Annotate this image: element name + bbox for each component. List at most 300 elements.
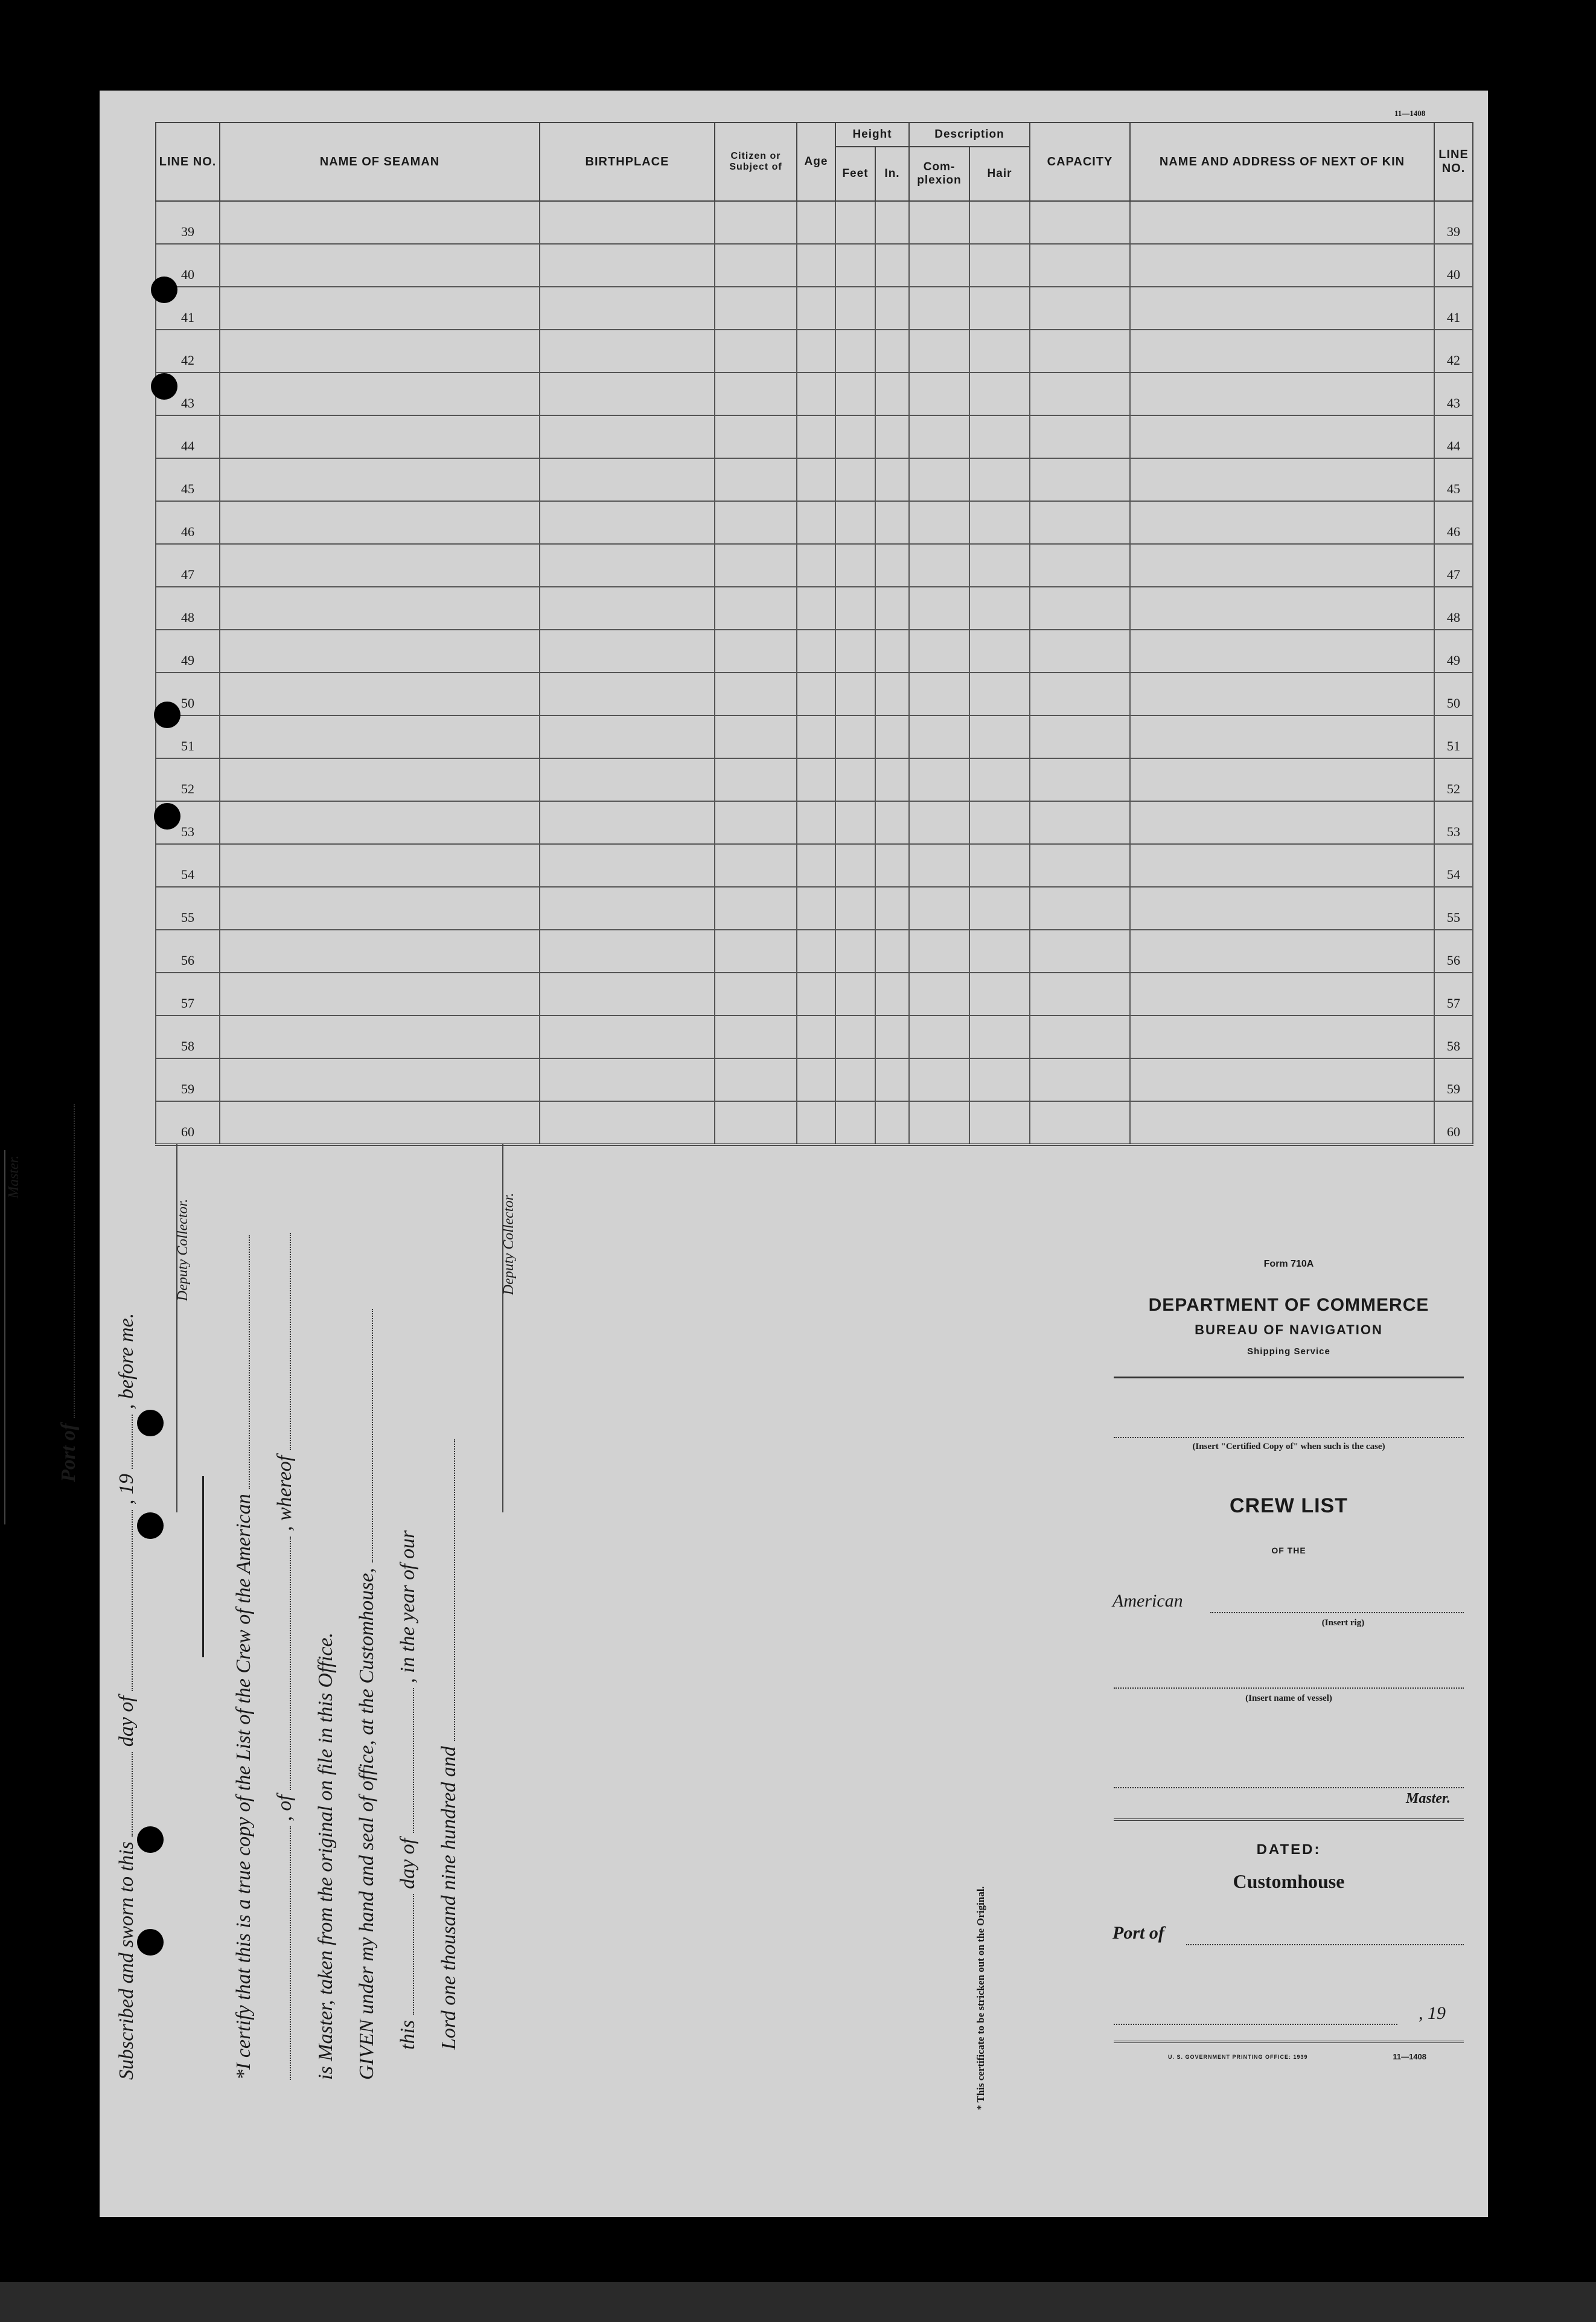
table-cell[interactable] [1130,244,1434,287]
table-cell[interactable] [969,415,1030,458]
table-cell[interactable] [835,673,875,715]
table-cell[interactable] [1130,330,1434,373]
subscribed-c: , 19 [115,1474,138,1505]
punch-hole [151,277,177,303]
cert-month-blank[interactable] [413,1688,414,1833]
punch-hole [151,373,177,400]
table-cell[interactable] [715,373,797,415]
subscribed-month-blank[interactable] [132,1510,133,1691]
cert-customhouse-blank[interactable] [372,1309,373,1562]
cert-name-blank[interactable] [290,1826,291,2080]
cert-year-blank[interactable] [454,1439,455,1741]
table-cell[interactable] [875,630,909,673]
table-cell[interactable] [835,201,875,244]
table-cell[interactable] [875,287,909,330]
table-cell[interactable] [220,844,540,887]
table-row [156,244,1473,287]
table-cell[interactable] [969,287,1030,330]
table-cell[interactable] [540,244,715,287]
table-row [156,673,1473,715]
table-cell[interactable] [835,458,875,501]
table-cell[interactable] [875,330,909,373]
table-cell[interactable] [1130,1101,1434,1145]
cert-vessel-blank[interactable] [249,1235,250,1489]
table-cell[interactable] [540,673,715,715]
table-row [156,801,1473,844]
line-number-right: 40 [1434,244,1473,287]
table-cell[interactable] [1130,715,1434,758]
table-cell[interactable] [797,458,835,501]
table-cell[interactable] [835,801,875,844]
table-cell[interactable] [797,1058,835,1101]
table-cell[interactable] [1130,887,1434,930]
table-cell[interactable] [1030,973,1130,1015]
table-cell[interactable] [220,544,540,587]
table-cell[interactable] [875,801,909,844]
table-cell[interactable] [797,801,835,844]
master-blank-cover[interactable] [1114,1787,1464,1788]
table-cell[interactable] [540,415,715,458]
table-cell[interactable] [220,973,540,1015]
table-cell[interactable] [835,930,875,973]
table-cell[interactable] [1130,630,1434,673]
table-cell[interactable] [909,630,969,673]
table-row [156,330,1473,373]
crew-table [155,122,1473,1146]
table-cell[interactable] [1030,587,1130,630]
cert-line3: is Master, taken from the original on file in this Office. [314,1632,337,2080]
table-cell[interactable] [969,201,1030,244]
table-row [156,887,1473,930]
table-cell[interactable] [835,844,875,887]
table-cell[interactable] [797,930,835,973]
table-cell[interactable] [715,973,797,1015]
table-cell[interactable] [835,287,875,330]
table-cell[interactable] [909,1058,969,1101]
table-cell[interactable] [1030,715,1130,758]
cover-rule [1114,1818,1464,1821]
table-cell[interactable] [715,330,797,373]
table-cell[interactable] [797,501,835,544]
table-cell[interactable] [969,330,1030,373]
table-cell[interactable] [875,373,909,415]
table-cell[interactable] [875,544,909,587]
table-cell[interactable] [715,1015,797,1058]
table-cell[interactable] [835,587,875,630]
table-cell[interactable] [1130,673,1434,715]
table-cell[interactable] [715,501,797,544]
table-cell[interactable] [220,887,540,930]
line-number: 58 [156,1015,220,1058]
table-cell[interactable] [220,415,540,458]
table-cell[interactable] [797,715,835,758]
section-divider [202,1476,204,1657]
table-row [156,844,1473,887]
line-number: 60 [156,1101,220,1145]
table-cell[interactable] [715,758,797,801]
line-number-right: 45 [1434,458,1473,501]
cert-line5-c: , in the year of our [397,1530,419,1683]
table-cell[interactable] [797,887,835,930]
table-cell[interactable] [540,544,715,587]
table-cell[interactable] [715,201,797,244]
table-cell[interactable] [220,673,540,715]
table-cell[interactable] [220,801,540,844]
table-cell[interactable] [875,930,909,973]
table-cell[interactable] [797,630,835,673]
table-cell[interactable] [1030,415,1130,458]
cert-day-blank[interactable] [413,1894,414,2015]
table-cell[interactable] [540,201,715,244]
table-cell[interactable] [835,244,875,287]
table-cell[interactable] [1030,287,1130,330]
table-cell[interactable] [969,1058,1030,1101]
table-cell[interactable] [715,1101,797,1145]
table-cell[interactable] [969,758,1030,801]
col-citizen: Citizen or Subject of [715,123,797,201]
line-number-right: 55 [1434,887,1473,930]
table-cell[interactable] [1030,1058,1130,1101]
customhouse-label: Customhouse [1233,1870,1345,1892]
cert-line6: Lord one thousand nine hundred and [438,1746,460,2050]
line-number-right: 44 [1434,415,1473,458]
table-cell[interactable] [1130,844,1434,887]
cover-form-number-bottom: 11—1408 [1393,2052,1426,2061]
table-cell[interactable] [797,287,835,330]
table-cell[interactable] [875,501,909,544]
table-cell[interactable] [1130,501,1434,544]
table-cell[interactable] [1030,673,1130,715]
table-cell[interactable] [875,244,909,287]
table-cell[interactable] [875,715,909,758]
table-cell[interactable] [1030,501,1130,544]
table-cell[interactable] [835,1015,875,1058]
table-cell[interactable] [909,544,969,587]
certificate-footnote: * This certificate to be stricken out on the Original. [975,1886,986,2110]
table-cell[interactable] [835,973,875,1015]
table-cell[interactable] [1030,1101,1130,1145]
table-cell[interactable] [969,673,1030,715]
master-signature-line[interactable] [4,1150,5,1524]
table-cell[interactable] [220,758,540,801]
cert-port-blank[interactable] [290,1537,291,1790]
table-cell[interactable] [909,758,969,801]
table-cell[interactable] [969,801,1030,844]
table-cell[interactable] [797,244,835,287]
table-cell[interactable] [540,844,715,887]
table-cell[interactable] [909,930,969,973]
table-cell[interactable] [797,758,835,801]
table-cell[interactable] [1030,630,1130,673]
subscribed-day-blank[interactable] [132,1752,133,1837]
nineteen-label: , 19 [1419,2003,1446,2023]
deputy-collector-caption-2: Deputy Collector. [501,1192,517,1295]
rig-blank[interactable] [1210,1612,1464,1613]
table-cell[interactable] [875,887,909,930]
table-cell[interactable] [1030,758,1130,801]
line-number: 54 [156,844,220,887]
table-cell[interactable] [220,458,540,501]
table-cell[interactable] [220,373,540,415]
table-cell[interactable] [715,673,797,715]
table-cell[interactable] [875,458,909,501]
cover-panel [1108,1256,1470,2061]
table-cell[interactable] [909,415,969,458]
table-cell[interactable] [797,201,835,244]
table-cell[interactable] [220,201,540,244]
table-cell[interactable] [1130,1015,1434,1058]
table-cell[interactable] [909,1101,969,1145]
table-cell[interactable] [909,887,969,930]
table-cell[interactable] [715,415,797,458]
table-cell[interactable] [909,973,969,1015]
table-cell[interactable] [715,458,797,501]
col-complexion: Com-plexion [909,147,969,201]
table-cell[interactable] [540,801,715,844]
table-cell[interactable] [540,458,715,501]
table-cell[interactable] [1030,201,1130,244]
table-row [156,201,1473,244]
subscribed-year-blank[interactable] [132,1415,133,1469]
cover-rule [1114,1377,1464,1378]
punch-hole [154,702,180,728]
table-cell[interactable] [715,544,797,587]
table-cell[interactable] [715,1058,797,1101]
table-cell[interactable] [909,673,969,715]
table-cell[interactable] [835,1101,875,1145]
table-cell[interactable] [909,501,969,544]
crew-list-title: CREW LIST [1230,1494,1348,1517]
table-cell[interactable] [220,630,540,673]
table-cell[interactable] [797,330,835,373]
table-cell[interactable] [1030,458,1130,501]
table-cell[interactable] [540,758,715,801]
table-cell[interactable] [220,501,540,544]
table-cell[interactable] [797,544,835,587]
gpo-imprint: U. S. GOVERNMENT PRINTING OFFICE: 1939 [1168,2054,1308,2060]
col-line-no-right: LINE NO. [1434,123,1473,201]
table-cell[interactable] [540,587,715,630]
table-cell[interactable] [835,415,875,458]
line-number-right: 56 [1434,930,1473,973]
table-cell[interactable] [875,1058,909,1101]
table-cell[interactable] [875,1015,909,1058]
table-cell[interactable] [969,544,1030,587]
table-cell[interactable] [1130,587,1434,630]
table-cell[interactable] [220,244,540,287]
table-cell[interactable] [715,930,797,973]
table-cell[interactable] [220,715,540,758]
insert-rig-caption: (Insert rig) [1321,1618,1365,1628]
table-cell[interactable] [1130,287,1434,330]
table-cell[interactable] [875,415,909,458]
line-number-right: 42 [1434,330,1473,373]
table-cell[interactable] [909,1015,969,1058]
table-cell[interactable] [875,758,909,801]
table-cell[interactable] [540,715,715,758]
line-number-right: 43 [1434,373,1473,415]
table-cell[interactable] [715,715,797,758]
table-row [156,758,1473,801]
cert-master-blank[interactable] [290,1233,291,1450]
table-cell[interactable] [1130,973,1434,1015]
dated-label: DATED: [1256,1841,1321,1858]
table-cell[interactable] [835,758,875,801]
table-cell[interactable] [1030,330,1130,373]
table-cell[interactable] [969,973,1030,1015]
table-cell[interactable] [540,501,715,544]
table-cell[interactable] [969,501,1030,544]
table-cell[interactable] [797,373,835,415]
line-number: 41 [156,287,220,330]
line-number-right: 46 [1434,501,1473,544]
table-cell[interactable] [909,287,969,330]
table-cell[interactable] [835,501,875,544]
line-number-right: 50 [1434,673,1473,715]
col-feet: Feet [835,147,875,201]
table-cell[interactable] [835,330,875,373]
table-cell[interactable] [875,201,909,244]
table-cell[interactable] [969,244,1030,287]
certified-copy-blank[interactable] [1114,1437,1464,1438]
table-cell[interactable] [875,844,909,887]
table-cell[interactable] [220,930,540,973]
table-cell[interactable] [835,544,875,587]
col-capacity: CAPACITY [1030,123,1130,201]
table-cell[interactable] [1130,458,1434,501]
bureau-title: BUREAU OF NAVIGATION [1195,1322,1383,1337]
table-cell[interactable] [969,1101,1030,1145]
service-title: Shipping Service [1247,1346,1330,1357]
table-cell[interactable] [1130,373,1434,415]
table-cell[interactable] [909,201,969,244]
table-cell[interactable] [909,587,969,630]
line-number: 55 [156,887,220,930]
table-cell[interactable] [715,587,797,630]
table-cell[interactable] [1130,930,1434,973]
table-cell[interactable] [969,715,1030,758]
table-cell[interactable] [875,1101,909,1145]
table-cell[interactable] [969,844,1030,887]
table-cell[interactable] [715,244,797,287]
table-cell[interactable] [1030,244,1130,287]
line-number: 44 [156,415,220,458]
col-age: Age [797,123,835,201]
table-cell[interactable] [1130,544,1434,587]
table-cell[interactable] [540,630,715,673]
line-number-right: 58 [1434,1015,1473,1058]
table-cell[interactable] [835,715,875,758]
table-cell[interactable] [909,801,969,844]
table-cell[interactable] [715,844,797,887]
table-cell[interactable] [220,587,540,630]
line-number-right: 53 [1434,801,1473,844]
table-cell[interactable] [1030,1015,1130,1058]
table-cell[interactable] [835,373,875,415]
port-blank[interactable] [74,1104,75,1418]
table-cell[interactable] [1130,201,1434,244]
table-cell[interactable] [969,930,1030,973]
table-cell[interactable] [1130,801,1434,844]
table-cell[interactable] [969,630,1030,673]
table-cell[interactable] [797,973,835,1015]
table-cell[interactable] [909,373,969,415]
table-cell[interactable] [969,887,1030,930]
line-number: 53 [156,801,220,844]
table-cell[interactable] [797,844,835,887]
table-cell[interactable] [969,458,1030,501]
table-cell[interactable] [1030,844,1130,887]
table-cell[interactable] [797,673,835,715]
line-number-right: 59 [1434,1058,1473,1101]
table-cell[interactable] [540,930,715,973]
table-row [156,630,1473,673]
table-cell[interactable] [875,973,909,1015]
table-cell[interactable] [875,673,909,715]
date-blank-cover[interactable] [1114,2024,1397,2025]
table-cell[interactable] [220,330,540,373]
table-cell[interactable] [835,1058,875,1101]
table-cell[interactable] [1030,373,1130,415]
table-cell[interactable] [909,715,969,758]
table-cell[interactable] [540,373,715,415]
table-row [156,501,1473,544]
table-cell[interactable] [909,244,969,287]
insert-certified-caption: (Insert "Certified Copy of" when such is the case) [1192,1442,1385,1451]
table-cell[interactable] [909,330,969,373]
table-cell[interactable] [1030,930,1130,973]
table-cell[interactable] [715,630,797,673]
port-blank-cover[interactable] [1186,1944,1464,1945]
table-cell[interactable] [1030,887,1130,930]
vessel-name-blank-cover[interactable] [1114,1687,1464,1689]
table-cell[interactable] [1030,544,1130,587]
table-cell[interactable] [715,801,797,844]
line-number-right: 52 [1434,758,1473,801]
table-cell[interactable] [969,373,1030,415]
table-cell[interactable] [540,973,715,1015]
table-cell[interactable] [969,1015,1030,1058]
table-cell[interactable] [909,844,969,887]
line-number-right: 41 [1434,287,1473,330]
table-cell[interactable] [797,415,835,458]
table-cell[interactable] [797,1015,835,1058]
table-cell[interactable] [875,587,909,630]
table-cell[interactable] [1130,1058,1434,1101]
table-cell[interactable] [797,1101,835,1145]
col-inches: In. [875,147,909,201]
table-cell[interactable] [835,887,875,930]
punch-hole [154,803,180,830]
line-number-right: 47 [1434,544,1473,587]
table-cell[interactable] [1030,801,1130,844]
table-cell[interactable] [715,887,797,930]
table-cell[interactable] [1130,758,1434,801]
table-cell[interactable] [1130,415,1434,458]
table-cell[interactable] [220,287,540,330]
table-cell[interactable] [909,458,969,501]
col-line-no: LINE NO. [156,123,220,201]
table-cell[interactable] [797,587,835,630]
table-cell[interactable] [835,630,875,673]
line-number-right: 57 [1434,973,1473,1015]
table-cell[interactable] [969,587,1030,630]
table-cell[interactable] [540,287,715,330]
table-cell[interactable] [540,887,715,930]
table-cell[interactable] [715,287,797,330]
table-cell[interactable] [540,330,715,373]
table-row [156,287,1473,330]
